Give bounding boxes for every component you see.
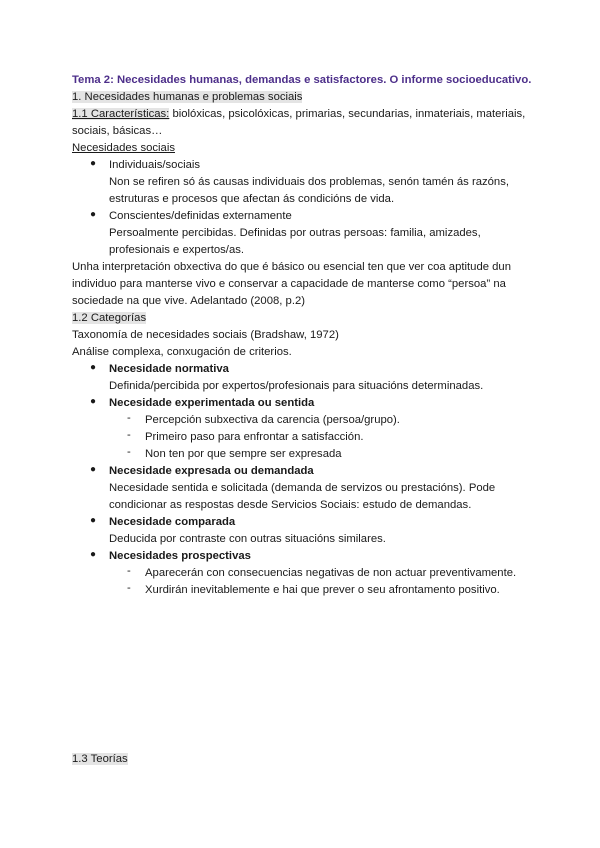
sub-item-text: Non ten por que sempre ser expresada [145,448,342,460]
subsection-label: 1.2 Categorías [72,312,147,324]
list-item-text: estruturas e procesos que afectan ás condicións de vida. [109,193,395,205]
paragraph-line: Unha interpretación obxectiva do que é básico ou esencial ten que ver coa aptitude dun [72,261,511,273]
dash-icon: - [127,565,131,577]
category-text: condicionar as respostas desde Servicios Sociais: estudo de demandas. [109,499,472,511]
sub-item-text: Percepción subxectiva da carencia (persoa/grupo). [145,414,400,426]
category-title: Necesidade experimentada ou sentida [109,397,315,409]
sub-item-text: Xurdirán inevitablemente e hai que prever o seu afrontamento positivo. [145,584,500,596]
subsection-label: 1.1 Características: [72,108,170,120]
paragraph-line: individuo para manterse vivo e conservar a capacidade de manterse como “persoa” na [72,278,506,290]
subsection-categories [72,310,146,326]
needs-social-heading: Necesidades sociais [72,142,175,154]
category-text: Deducida por contraste con outras situacións similares. [109,533,386,545]
text-line: Taxonomía de necesidades sociais (Bradshaw, 1972) [72,329,339,341]
subsection-text: biolóxicas, psicolóxicas, primarias, secundarias, inmateriais, materiais, [169,108,526,120]
text-line: Análise complexa, conxugación de criterios. [72,346,292,358]
subsection-theories [72,751,128,767]
bullet-icon: ● [90,209,97,220]
bullet-icon: ● [90,396,97,407]
subsection-characteristics [72,106,525,122]
category-title: Necesidade comparada [109,516,236,528]
category-title: Necesidades prospectivas [109,550,251,562]
document-title: Tema 2: Necesidades humanas, demandas e satisfactores. O informe socioeducativo. [72,74,532,86]
dash-icon: - [127,446,131,458]
list-item-title: Conscientes/definidas externamente [109,210,292,222]
paragraph-line: sociedade na que vive. Adelantado (2008, p.2) [72,295,306,307]
list-item-title: Individuais/sociais [109,159,201,171]
dash-icon: - [127,582,131,594]
list-item-text: profesionais e expertos/as. [109,244,245,256]
bullet-icon: ● [90,362,97,373]
bullet-icon: ● [90,464,97,475]
subsection-label: 1.3 Teorías [72,753,128,765]
category-title: Necesidade normativa [109,363,229,375]
dash-icon: - [127,412,131,424]
list-item-text: Non se refiren só ás causas individuais dos problemas, senón tamén ás razóns, [109,176,509,188]
bullet-icon: ● [90,158,97,169]
sub-item-text: Aparecerán con consecuencias negativas de non actuar preventivamente. [145,567,517,579]
category-text: Necesidade sentida e solicitada (demanda de servizos ou prestacións). Pode [109,482,496,494]
category-text: Definida/percibida por expertos/profesionais para situacións determinadas. [109,380,484,392]
section-heading-text: 1. Necesidades humanas e problemas sociais [72,91,303,103]
category-title: Necesidade expresada ou demandada [109,465,314,477]
section-heading [72,89,302,105]
bullet-icon: ● [90,515,97,526]
sub-item-text: Primeiro paso para enfrontar a satisfacción. [145,431,364,443]
text-line: sociais, básicas… [72,125,163,137]
dash-icon: - [127,429,131,441]
list-item-text: Persoalmente percibidas. Definidas por outras persoas: familia, amizades, [109,227,481,239]
bullet-icon: ● [90,549,97,560]
